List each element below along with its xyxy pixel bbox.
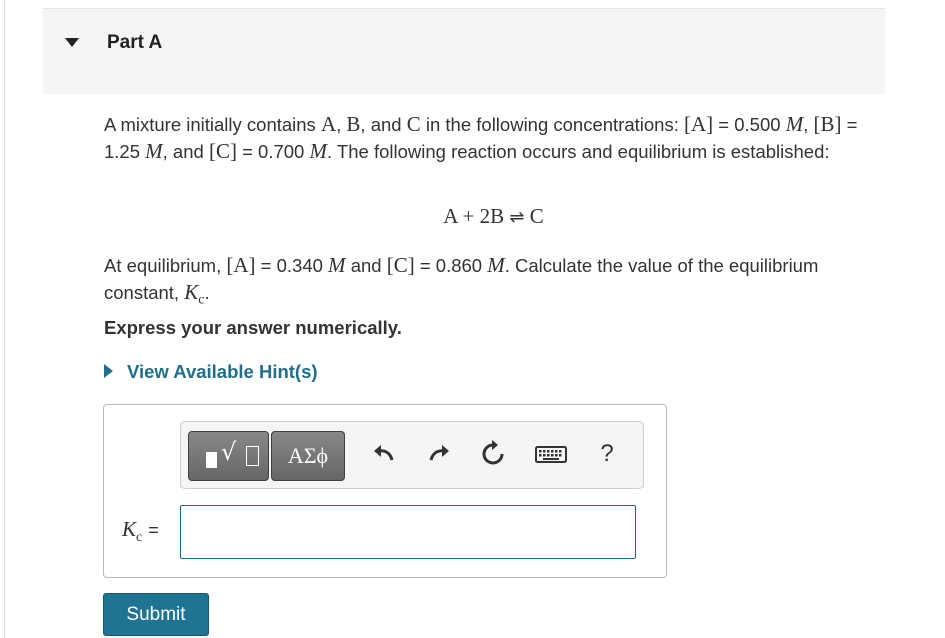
eq-c-value: = 0.860 bbox=[419, 255, 483, 276]
radical-icon: √ bbox=[221, 438, 237, 466]
conc-a-value: = 0.500 bbox=[718, 114, 781, 135]
answer-instructions: Express your answer numerically. bbox=[104, 317, 402, 338]
problem-intro: A mixture initially contains bbox=[104, 114, 316, 135]
equation-rhs: C bbox=[529, 204, 544, 228]
period: . bbox=[204, 282, 210, 303]
greek-symbols-button[interactable]: ΑΣϕ bbox=[271, 431, 345, 481]
in-following-text: in the following concentrations: bbox=[425, 114, 679, 135]
problem-statement: A mixture initially contains A, B, and C in the following concentrations: [A] = 0.500 M, [B] = 1.25 M, and [C] = 0.700 M. The following reaction occurs and equilibrium is established: bbox=[104, 112, 858, 163]
eq-a-label: [A] bbox=[226, 253, 256, 277]
at-equilibrium-text: At equilibrium, bbox=[104, 255, 222, 276]
answer-panel bbox=[103, 404, 667, 578]
kc-subscript: c bbox=[136, 530, 143, 546]
sqrt-template-icon bbox=[206, 452, 217, 468]
keyboard-icon[interactable] bbox=[533, 436, 569, 472]
unit-m: M bbox=[145, 139, 163, 163]
eq-a-value: = 0.340 bbox=[260, 255, 323, 276]
conc-c-label: [C] bbox=[208, 139, 237, 163]
equals-sign: = bbox=[148, 520, 159, 540]
left-border-rule bbox=[4, 0, 5, 638]
unit-m: M bbox=[328, 253, 346, 277]
and-text: , and bbox=[162, 141, 204, 162]
and-text: and bbox=[350, 255, 382, 276]
conc-b-label: [B] bbox=[813, 112, 842, 136]
k-subscript: c bbox=[198, 292, 205, 308]
help-icon[interactable]: ? bbox=[600, 440, 614, 467]
unit-m: M bbox=[487, 253, 505, 277]
conc-c-value: = 0.700 bbox=[242, 141, 305, 162]
part-header[interactable] bbox=[43, 8, 885, 94]
problem-tail: . The following reaction occurs and equilibrium is established: bbox=[326, 141, 830, 162]
view-hints-label: View Available Hint(s) bbox=[127, 361, 318, 382]
species-b: B bbox=[346, 112, 361, 136]
kc-symbol: K bbox=[122, 517, 137, 541]
question-tail: . Calculate the value of the equilibrium constant, bbox=[104, 255, 819, 303]
equilibrium-arrow-icon: ⇌ bbox=[509, 207, 525, 227]
conc-a-label: [A] bbox=[684, 112, 714, 136]
part-title: Part A bbox=[107, 32, 163, 53]
redo-icon[interactable] bbox=[421, 436, 457, 472]
reaction-equation bbox=[0, 204, 945, 229]
unit-m: M bbox=[785, 112, 804, 136]
separator: , bbox=[336, 114, 342, 135]
unit-m: M bbox=[309, 139, 327, 163]
species-a: A bbox=[320, 112, 337, 136]
math-toolbar bbox=[180, 421, 644, 489]
template-button[interactable] bbox=[188, 431, 269, 481]
reset-icon[interactable] bbox=[475, 436, 511, 472]
submit-button[interactable]: Submit bbox=[103, 593, 209, 636]
eq-c-label: [C] bbox=[386, 253, 415, 277]
species-c: C bbox=[406, 112, 421, 136]
question-statement bbox=[104, 252, 884, 314]
expand-triangle-icon bbox=[104, 364, 113, 378]
placeholder-box-icon bbox=[246, 446, 259, 466]
undo-icon[interactable] bbox=[366, 436, 402, 472]
collapse-triangle-icon[interactable] bbox=[65, 38, 79, 47]
k-symbol: K bbox=[184, 280, 199, 304]
answer-input[interactable] bbox=[180, 505, 636, 559]
view-hints-link[interactable] bbox=[104, 361, 318, 383]
equation-lhs: A + 2B bbox=[443, 204, 505, 228]
and-text: , and bbox=[360, 114, 402, 135]
kc-label bbox=[122, 517, 159, 546]
conc-b-value: = 1.25 bbox=[104, 114, 858, 162]
